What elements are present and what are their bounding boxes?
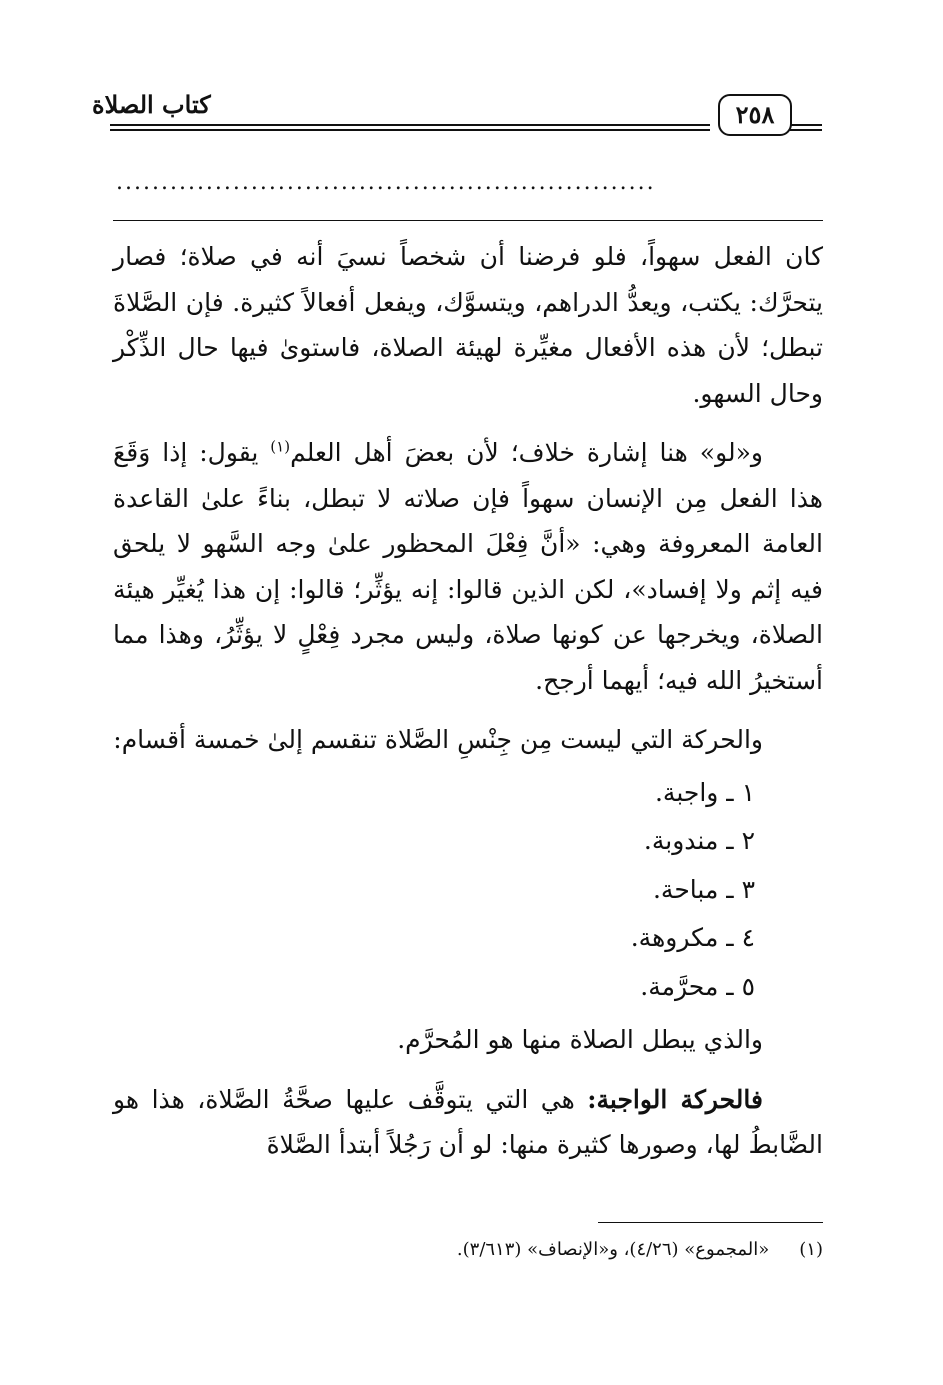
bold-term: فالحركة الواجبة: xyxy=(587,1084,763,1114)
footnote-rule xyxy=(598,1222,823,1223)
list-item: ٤ ـ مكروهة. xyxy=(630,923,755,952)
paragraph xyxy=(113,430,823,703)
list-item: ١ ـ واجبة. xyxy=(654,777,755,807)
footnote-text: «المجموع» (٤/٢٦)، و«الإنصاف» (٣/٦١٣). xyxy=(456,1239,770,1260)
paragraph: والحركة التي ليست مِن جِنْسِ الصَّلاة تنقسم إلىٰ خمسة أقسام: xyxy=(113,725,763,754)
header-rule xyxy=(790,124,822,126)
footnote xyxy=(123,1236,823,1264)
header-rule xyxy=(110,124,710,126)
footnote-reference[interactable]: (١) xyxy=(270,437,291,456)
list-item: ٥ ـ محرَّمة. xyxy=(640,971,755,1001)
paragraph: كان الفعل سهواً، فلو فرضنا أن شخصاً نسيَ أنه في صلاة؛ فصار يتحرَّك: يكتب، ويعدُّ الدراهم، ويتسوَّك، ويفعل أفعالاً كثيرة. فإن الصَّلاةَ تبطل؛ لأن هذه الأفعال مغيِّرة لهيئة الصلاة، فاستوىٰ فيها حال الذِّكْر وحال السهو. xyxy=(113,242,823,408)
page-number: ٢٥٨ xyxy=(718,94,792,136)
paragraph-text: هي التي يتوقَّف عليها صحَّةُ الصَّلاة، هذا هو الضَّابطُ لها، وصورها كثيرة منها: لو أن رَجُلاً أبتدأ الصَّلاةَ xyxy=(113,1084,823,1159)
paragraph-text: يقول: إذا وَقَعَ هذا الفعل مِن الإنسان سهواً فإن صلاته لا تبطل، بناءً علىٰ القاعدة العامة المعروفة وهي: «أنَّ فِعْلَ المحظور علىٰ وجه السَّهو لا يلحق فيه إثم ولا إفساد»، لكن الذين قالوا: إنه يؤثِّر؛ قالوا: إن هذا يُغيِّر هيئة الصلاة، ويخرجها عن كونها صلاة، وليس مجرد فِعْلٍ لا يؤثِّرُ، وهذا مما أستخيرُ الله فيه؛ أيهما أرجح. xyxy=(113,438,823,695)
list-item: ٢ ـ مندوبة. xyxy=(643,826,755,855)
main-text xyxy=(113,234,823,1182)
header-rule xyxy=(110,129,710,131)
paragraph-text: و«لو» هنا إشارة خلاف؛ لأن بعضَ أهل العلم xyxy=(290,438,763,467)
paragraph: والذي يبطل الصلاة منها هو المُحرَّم. xyxy=(397,1025,763,1054)
category-list xyxy=(113,769,823,1012)
book-title: كتاب الصلاة xyxy=(92,90,222,119)
dotted-separator: ............................................................ xyxy=(116,170,656,195)
list-item: ٣ ـ مباحة. xyxy=(652,874,755,904)
footnote-number: (١) xyxy=(799,1239,823,1260)
running-header xyxy=(92,88,822,144)
header-rule xyxy=(790,129,822,131)
horizontal-rule xyxy=(113,220,823,221)
paragraph xyxy=(113,1077,823,1168)
